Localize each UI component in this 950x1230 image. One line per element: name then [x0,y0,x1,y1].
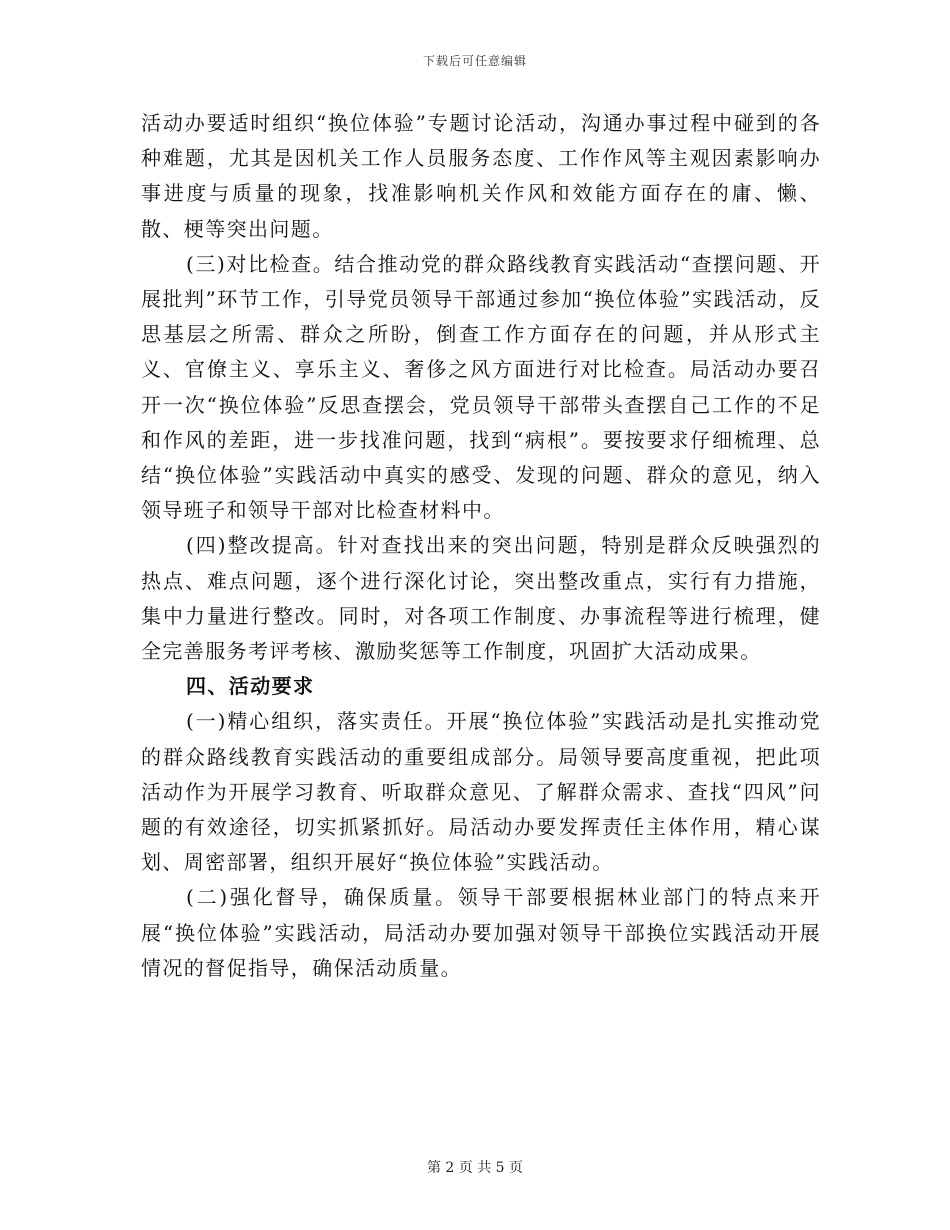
paragraph-rectification: (四)整改提高。针对查找出来的突出问题，特别是群众反映强烈的热点、难点问题，逐个进行深化讨论，突出整改重点，实行有力措施，集中力量进行整改。同时，对各项工作制度、办事流程等进行梳理，健全完善服务考评考核、激励奖惩等工作制度，巩固扩大活动成果。 [141,533,821,664]
paragraph-supervision: (二)强化督导，确保质量。领导干部要根据林业部门的特点来开展“换位体验”实践活动，局活动办要加强对领导干部换位实践活动开展情况的督促指导，确保活动质量。 [141,885,821,980]
page-header: 下载后可任意编辑 [422,54,527,68]
paragraph-organization: (一)精心组织，落实责任。开展“换位体验”实践活动是扎实推动党的群众路线教育实践活动的重要组成部分。局领导要高度重视，把此项活动作为开展学习教育、听取群众意见、了解群众需求、查找“四风”问题的有效途径，切实抓紧抓好。局活动办要发挥责任主体作用，精心谋划、周密部署，组织开展好“换位体验”实践活动。 [141,709,821,875]
paragraph-comparison-check: (三)对比检查。结合推动党的群众路线教育实践活动“查摆问题、开展批判”环节工作，引导党员领导干部通过参加“换位体验”实践活动，反思基层之所需、群众之所盼，倒查工作方面存在的问题，并从形式主义、官僚主义、享乐主义、奢侈之风方面进行对比检查。局活动办要召开一次“换位体验”反思查摆会，党员领导干部带头查摆自己工作的不足和作风的差距，进一步找准问题，找到“病根”。要按要求仔细梳理、总结“换位体验”实践活动中真实的感受、发现的问题、群众的意见，纳入领导班子和领导干部对比检查材料中。 [141,251,821,523]
section-heading: 四、活动要求 [186,674,315,699]
document-body [141,106,821,986]
paragraph-continuation: 活动办要适时组织“换位体验”专题讨论活动，沟通办事过程中碰到的各种难题，尤其是因机关工作人员服务态度、工作作风等主观因素影响办事进度与质量的现象，找准影响机关作风和效能方面存在的庸、懒、散、梗等突出问题。 [141,111,821,241]
page-number: 第 2 页 共 5 页 [426,1160,524,1176]
